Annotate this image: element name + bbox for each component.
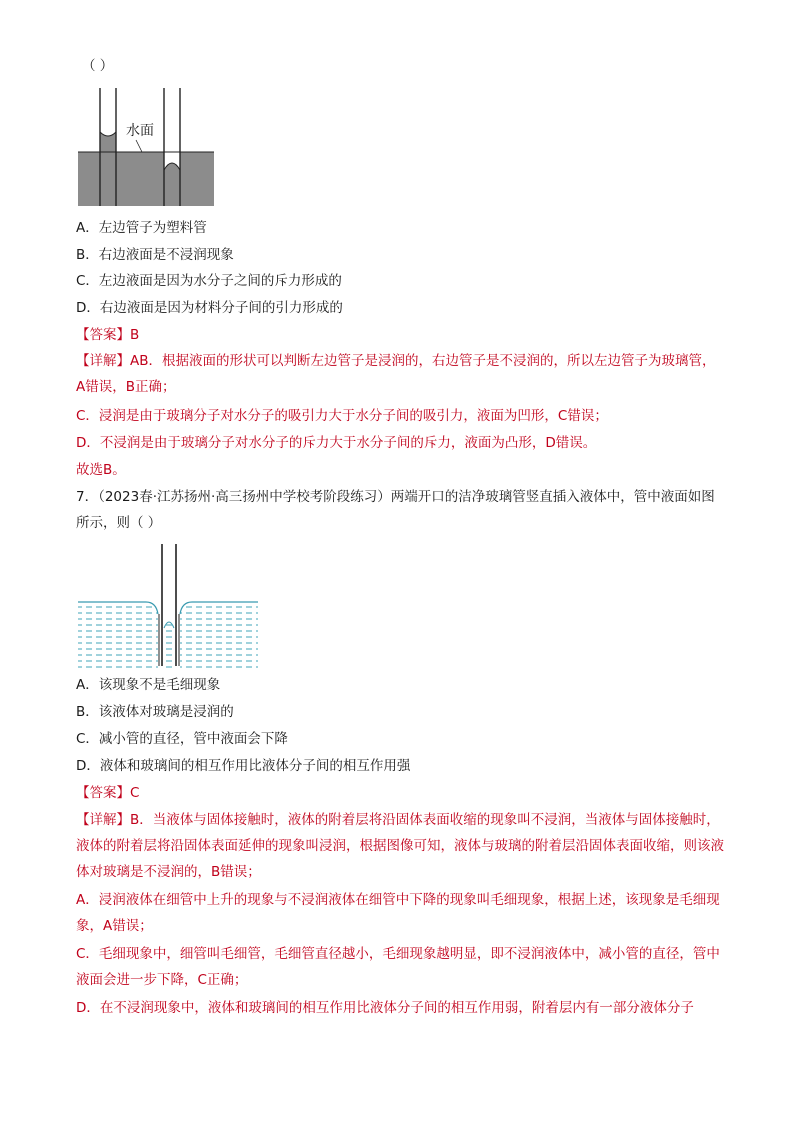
q7-figure-tube-in-liquid (76, 544, 260, 668)
q6-detail-label: 【详解】 (76, 353, 130, 369)
q7-detail-label: 【详解】 (76, 812, 130, 828)
q7-detail-d: D．在不浸润现象中，液体和玻璃间的相互作用比液体分子间的相互作用弱，附着层内有一部分液体分子 (76, 1000, 694, 1016)
q7-detail-c: C．毛细现象中，细管叫毛细管，毛细管直径越小，毛细现象越明显，即不浸润液体中，减小管的直径，管中液面会进一步下降，C正确； (76, 946, 720, 988)
q6-detail-d: D．不浸润是由于玻璃分子对水分子的斥力大于水分子间的斥力，液面为凸形，D错误。 (76, 435, 597, 451)
q6-option-a: A．左边管子为塑料管 (76, 220, 207, 236)
q7-option-b: B．该液体对玻璃是浸润的 (76, 704, 234, 720)
q7-detail-b (76, 807, 724, 885)
q7-option-a: A．该现象不是毛细现象 (76, 677, 221, 693)
q6-option-c: C．左边液面是因为水分子之间的斥力形成的 (76, 273, 342, 289)
q6-answer-value: B (130, 327, 140, 343)
q6-figure-label: 水面 (126, 123, 154, 139)
q6-figure-tubes-in-water (76, 88, 218, 208)
q6-answer-label: 【答案】 (76, 327, 130, 343)
q7-answer-label: 【答案】 (76, 785, 130, 801)
q7-stem: 7．（2023春·江苏扬州·高三扬州中学校考阶段练习）两端开口的洁净玻璃管竖直插入液体中，管中液面如图所示，则（ ） (76, 489, 715, 531)
q7-answer (76, 783, 139, 803)
q6-blank-parens: （ ） (82, 58, 114, 74)
q6-detail-ab-text: AB．根据液面的形状可以判断左边管子是浸润的，右边管子是不浸润的，所以左边管子为玻璃管，A错误，B正确； (76, 353, 716, 395)
q7-option-c: C．减小管的直径，管中液面会下降 (76, 731, 288, 747)
q6-option-b: B．右边液面是不浸润现象 (76, 247, 234, 263)
q7-detail-a: A．浸润液体在细管中上升的现象与不浸润液体在细管中下降的现象叫毛细现象，根据上述，该现象是毛细现象，A错误； (76, 892, 720, 934)
q7-option-d: D．液体和玻璃间的相互作用比液体分子间的相互作用强 (76, 758, 411, 774)
q6-detail-ab (76, 348, 724, 400)
q6-option-d: D．右边液面是因为材料分子间的引力形成的 (76, 300, 343, 316)
q6-conclusion: 故选B。 (76, 462, 126, 478)
q7-answer-value: C (130, 785, 140, 801)
q6-answer (76, 325, 139, 345)
q6-detail-c: C．浸润是由于玻璃分子对水分子的吸引力大于水分子间的吸引力，液面为凹形，C错误； (76, 408, 608, 424)
q7-detail-b-text: B．当液体与固体接触时，液体的附着层将沿固体表面收缩的现象叫不浸润，当液体与固体接触时，液体的附着层将沿固体表面延伸的现象叫浸润，根据图像可知，液体与玻璃的附着层沿固体表面收缩，则该液体对玻璃是不浸润的，B错误； (76, 812, 724, 880)
